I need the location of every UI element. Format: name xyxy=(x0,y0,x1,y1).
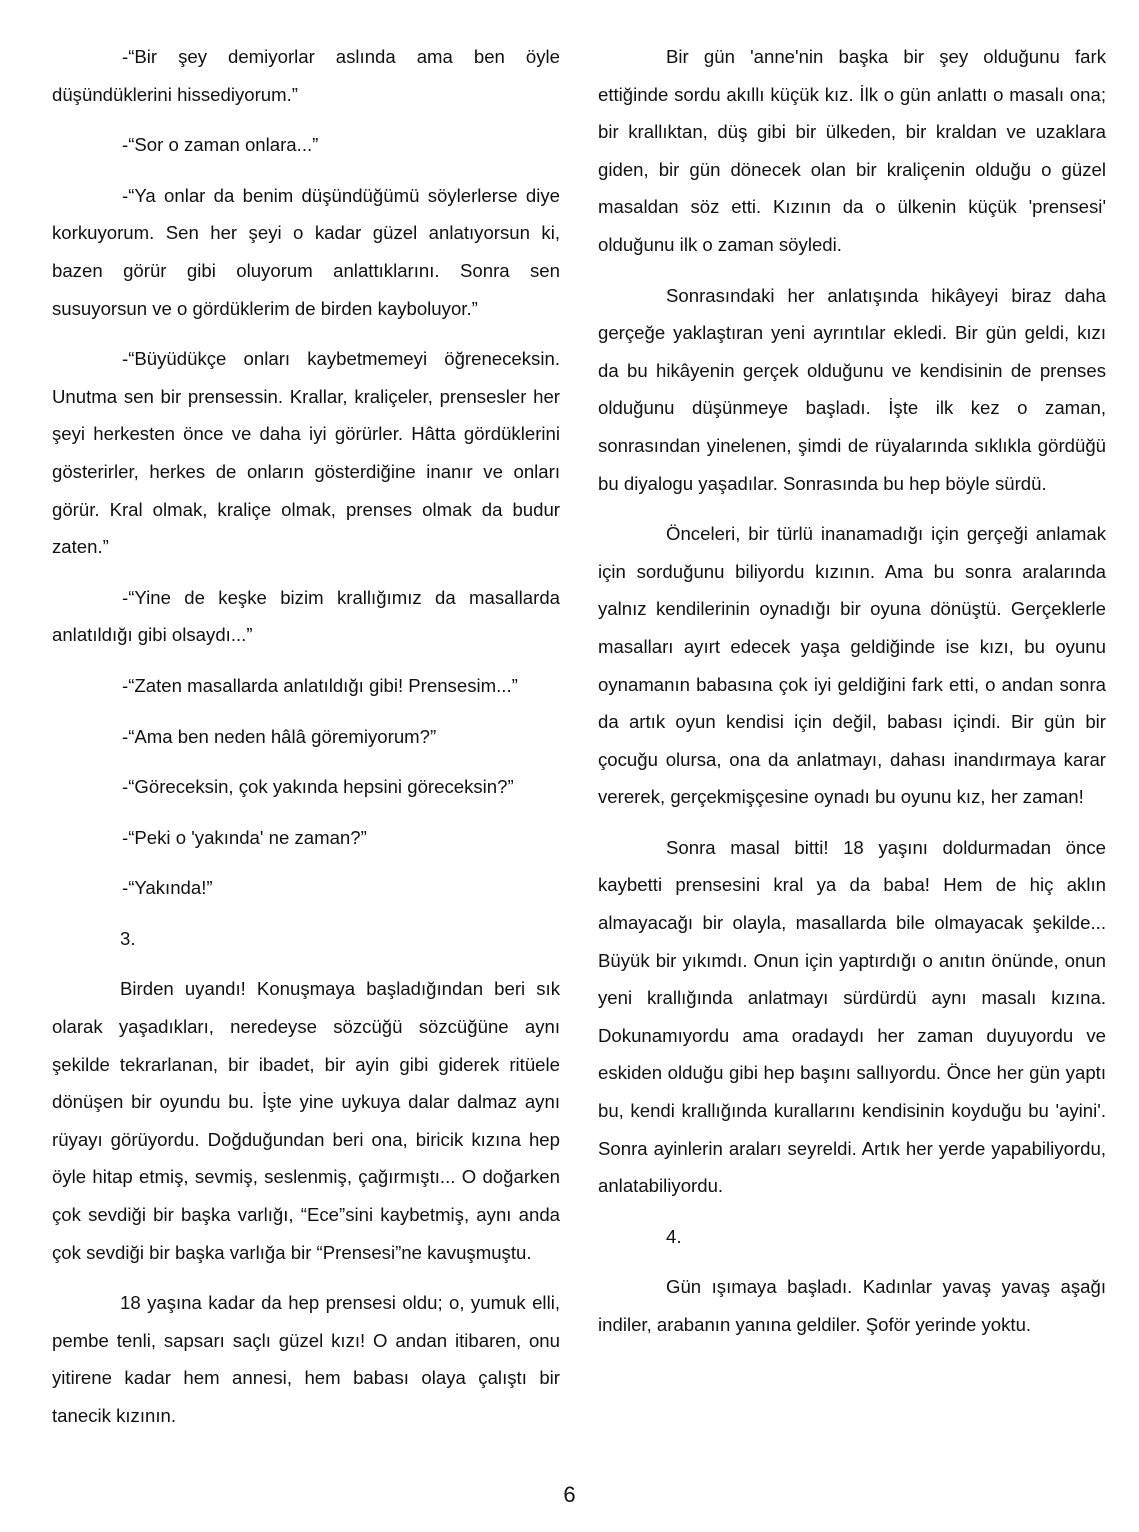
paragraph: -“Göreceksin, çok yakında hepsini göreceksin?” xyxy=(122,776,514,798)
paragraph: -“Ya onlar da benim düşündüğümü söylerlerse diye korkuyorum. Sen her şeyi o kadar güzel anlatıyorsun ki, bazen görür gibi oluyorum anlattıklarını. Sonra sen susuyorsun ve o gördüklerim de birden kayboluyor.” xyxy=(52,184,560,319)
paragraph: -“Zaten masallarda anlatıldığı gibi! Prensesim...” xyxy=(122,674,518,696)
paragraph: -“Büyüdükçe onları kaybetmemeyi öğreneceksin. Unutma sen bir prensessin. Krallar, kraliçeler, prensesler her şeyi herkesten önce ve daha iyi görürler. Hâtta gördüklerini gösterirler, herkes de onların gösterdiğine inanır ve onları görür. Kral olmak, kraliçe olmak, prenses olmak da budur zaten.” xyxy=(52,348,560,558)
page-number: 6 xyxy=(563,1482,576,1507)
section-number: 4. xyxy=(666,1225,682,1247)
section-number: 3. xyxy=(120,927,136,949)
paragraph: -“Bir şey demiyorlar aslında ama ben öyle düşündüklerini hissediyorum.” xyxy=(52,46,560,105)
paragraph: -“Peki o 'yakında' ne zaman?” xyxy=(122,826,367,848)
paragraph: -“Sor o zaman onlara...” xyxy=(122,134,319,156)
paragraph: Gün ışımaya başladı. Kadınlar yavaş yavaş aşağı indiler, arabanın yanına geldiler. Şoför yerinde yoktu. xyxy=(598,1276,1106,1335)
paragraph: -“Yakında!” xyxy=(122,877,213,899)
paragraph: Sonra masal bitti! 18 yaşını doldurmadan önce kaybetti prensesini kral ya da baba! Hem de hiç aklın almayacağı bir olayla, masallarda bile olmayacak şekilde... Büyük bir yıkımdı. Onun için yaptırdığı o anıtın önünde, onun yeni krallığında anlatmayı sürdürdü aynı masalı kızına. Dokunamıyordu ama oradaydı her zaman duyuyordu ve eskiden olduğu gibi hep başını sallıyordu. Önce her gün yaptı bu, kendi krallığında kurallarını kendisinin koyduğu bu 'ayini'. Sonra ayinlerin araları seyreldi. Artık her yerde yapabiliyordu, anlatabiliyordu. xyxy=(598,836,1106,1197)
paragraph: Bir gün 'anne'nin başka bir şey olduğunu fark ettiğinde sordu akıllı küçük kız. İlk o gün anlattı o masalı ona; bir krallıktan, düş gibi bir ülkeden, bir kraldan ve uzaklara giden, bir gün dönecek olan bir kraliçenin olduğu o güzel masaldan söz etti. Kızının da o ülkenin küçük 'prensesi' olduğunu ilk o zaman söyledi. xyxy=(598,46,1106,255)
left-text-column xyxy=(52,38,560,1448)
paragraph: -“Yine de keşke bizim krallığımız da masallarda anlatıldığı gibi olsaydı...” xyxy=(52,586,560,646)
paragraph: 18 yaşına kadar da hep prensesi oldu; o, yumuk elli, pembe tenli, sapsarı saçlı güzel kızı! O andan itibaren, onu yitirene kadar hem annesi, hem babası olaya çalıştı bir tanecik kızının. xyxy=(52,1292,560,1426)
paragraph: Önceleri, bir türlü inanamadığı için gerçeği anlamak için sorduğunu biliyordu kızının. Ama bu sonra aralarında yalnız kendilerinin oynadığı bir oyuna dönüştü. Gerçeklerle masalları ayırt edecek yaşa geldiğinde ise kızı, bu oyunu oynamanın babasına çok iyi geldiğini fark etti, o andan sonra da artık oyun kendisi için değil, babası içindi. Bir gün bir çocuğu olursa, ona da anlatmayı, dahası inandırmaya karar vererek, gerçekmişçesine oynadı bu oyunu kız, her zaman! xyxy=(598,523,1106,808)
paragraph: -“Ama ben neden hâlâ göremiyorum?” xyxy=(122,725,437,747)
paragraph: Birden uyandı! Konuşmaya başladığından beri sık olarak yaşadıkları, neredeyse sözcüğü sözcüğüne aynı şekilde tekrarlanan, bir ibadet, bir ayin gibi giderek ritüele dönüşen bir oyundu bu. İşte yine uykuya dalar dalmaz aynı rüyayı görüyordu. Doğduğundan beri ona, biricik kızına hep öyle hitap etmiş, sevmiş, seslenmiş, çağırmıştı... O doğarken çok sevdiği bir başka varlığı, “Ece”sini kaybetmiş, aynı anda çok sevdiği bir başka varlığa bir “Prensesi”ne kavuşmuştu. xyxy=(52,978,560,1263)
paragraph: Sonrasındaki her anlatışında hikâyeyi biraz daha gerçeğe yaklaştıran yeni ayrıntılar ekledi. Bir gün geldi, kızı da bu hikâyenin gerçek olduğunu ve kendisinin de prenses olduğunu düşünmeye başladı. İşte ilk kez o zaman, sonrasından yinelenen, şimdi de rüyalarında sıklıkla gördüğü bu diyalogu yaşadılar. Sonrasında bu hep böyle sürdü. xyxy=(598,284,1106,494)
right-text-column xyxy=(598,38,1106,1357)
